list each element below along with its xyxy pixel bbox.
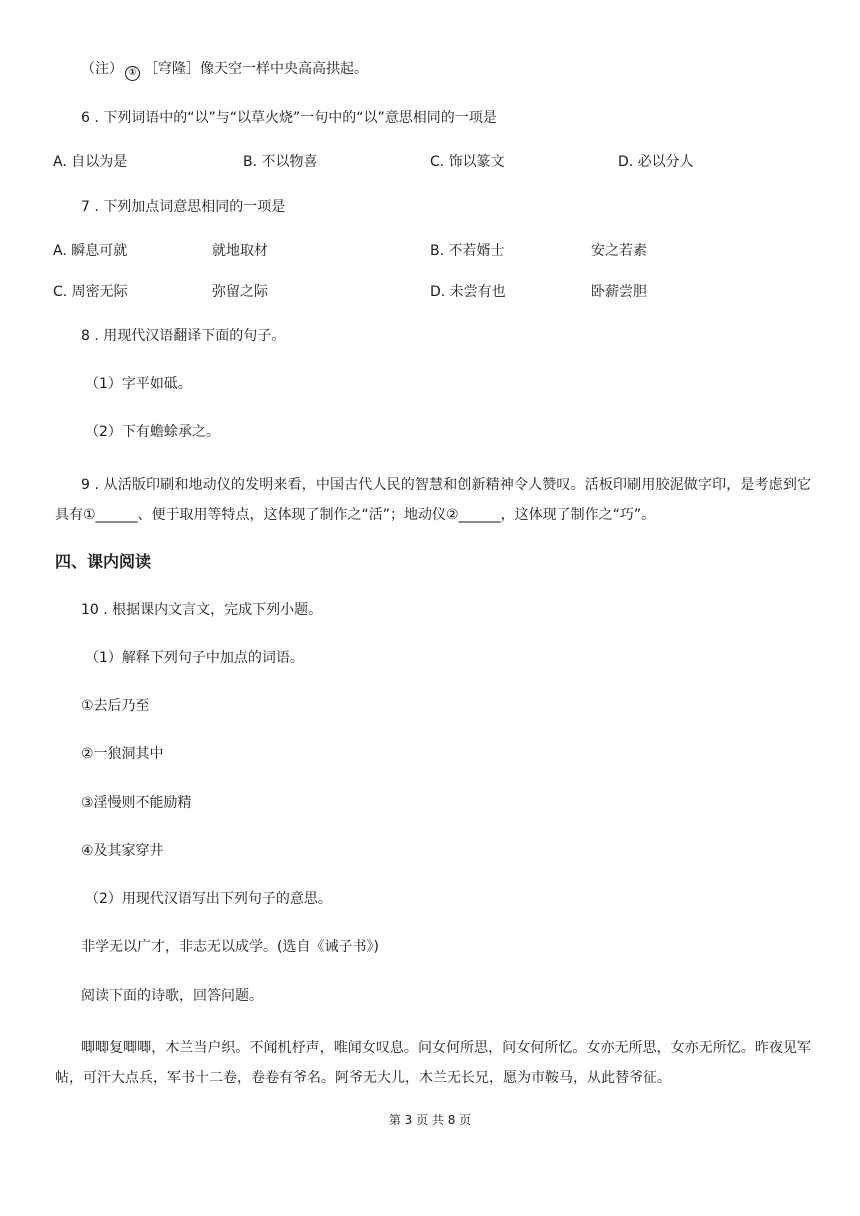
q8-item-2: （2）下有蟾蜍承之。	[85, 424, 220, 440]
q10-stem: 10 . 根据课内文言文，完成下列小题。	[81, 602, 323, 618]
q7-option-b-word1: B. 不若婿士	[430, 243, 505, 259]
q8-stem: 8 . 用现代汉语翻译下面的句子。	[81, 328, 286, 344]
q9-text: 9 . 从活版印刷和地动仪的发明来看，中国古代人民的智慧和创新精神令人赞叹。活板印刷用胶泥做字印，是考虑到它具有①______、便于取用等特点，这体现了制作之“活”；地动仪②______，这体现了制作之“巧”。	[55, 477, 811, 523]
poem-text: 唧唧复唧唧，木兰当户织。不闻机杼声，唯闻女叹息。问女何所思，问女何所忆。女亦无所思，女亦无所忆。昨夜见军帖，可汗大点兵，军书十二卷，卷卷有爷名。阿爷无大儿，木兰无长兄，愿为市鞍马，从此替爷征。	[55, 1040, 811, 1086]
q6-option-c: C. 饰以篆文	[430, 154, 505, 170]
reading-intro: 阅读下面的诗歌，回答问题。	[81, 988, 263, 1004]
q10-item-2: ②一狼洞其中	[81, 746, 164, 762]
q10-sub1: （1）解释下列句子中加点的词语。	[85, 650, 304, 666]
q10-sub2: （2）用现代汉语写出下列句子的意思。	[85, 891, 332, 907]
note-prefix: （注）	[81, 61, 123, 77]
q8-item-1: （1）字平如砥。	[85, 376, 192, 392]
page-footer: 第 3 页 共 8 页	[388, 1113, 472, 1127]
q7-option-d-word1: D. 未尝有也	[430, 284, 506, 300]
q6-option-b: B. 不以物喜	[243, 154, 318, 170]
q10-sentence: 非学无以广才，非志无以成学。(选自《诫子书》)	[81, 939, 379, 955]
q6-option-d: D. 必以分人	[618, 154, 694, 170]
q6-stem: 6 . 下列词语中的“以”与“以草火烧”一句中的“以”意思相同的一项是	[81, 110, 497, 126]
q6-option-a: A. 自以为是	[53, 154, 128, 170]
q7-stem: 7 . 下列加点词意思相同的一项是	[81, 199, 286, 215]
note-text: ［穹隆］像天空一样中央高高拱起。	[144, 61, 368, 77]
q10-item-4: ④及其家穿井	[81, 843, 164, 859]
q7-option-b-word2: 安之若素	[591, 243, 647, 259]
circled-one-icon: ①	[125, 66, 140, 81]
q7-option-a-word1: A. 瞬息可就	[53, 243, 128, 259]
q7-option-c-word1: C. 周密无际	[53, 284, 128, 300]
q10-item-3: ③淫慢则不能励精	[81, 795, 192, 811]
q7-option-c-word2: 弥留之际	[212, 284, 268, 300]
section-heading: 四、课内阅读	[55, 552, 152, 571]
q7-option-d-word2: 卧薪尝胆	[591, 284, 647, 300]
q10-item-1: ①去后乃至	[81, 698, 150, 714]
note-line	[81, 59, 368, 81]
q7-option-a-word2: 就地取材	[212, 243, 268, 259]
